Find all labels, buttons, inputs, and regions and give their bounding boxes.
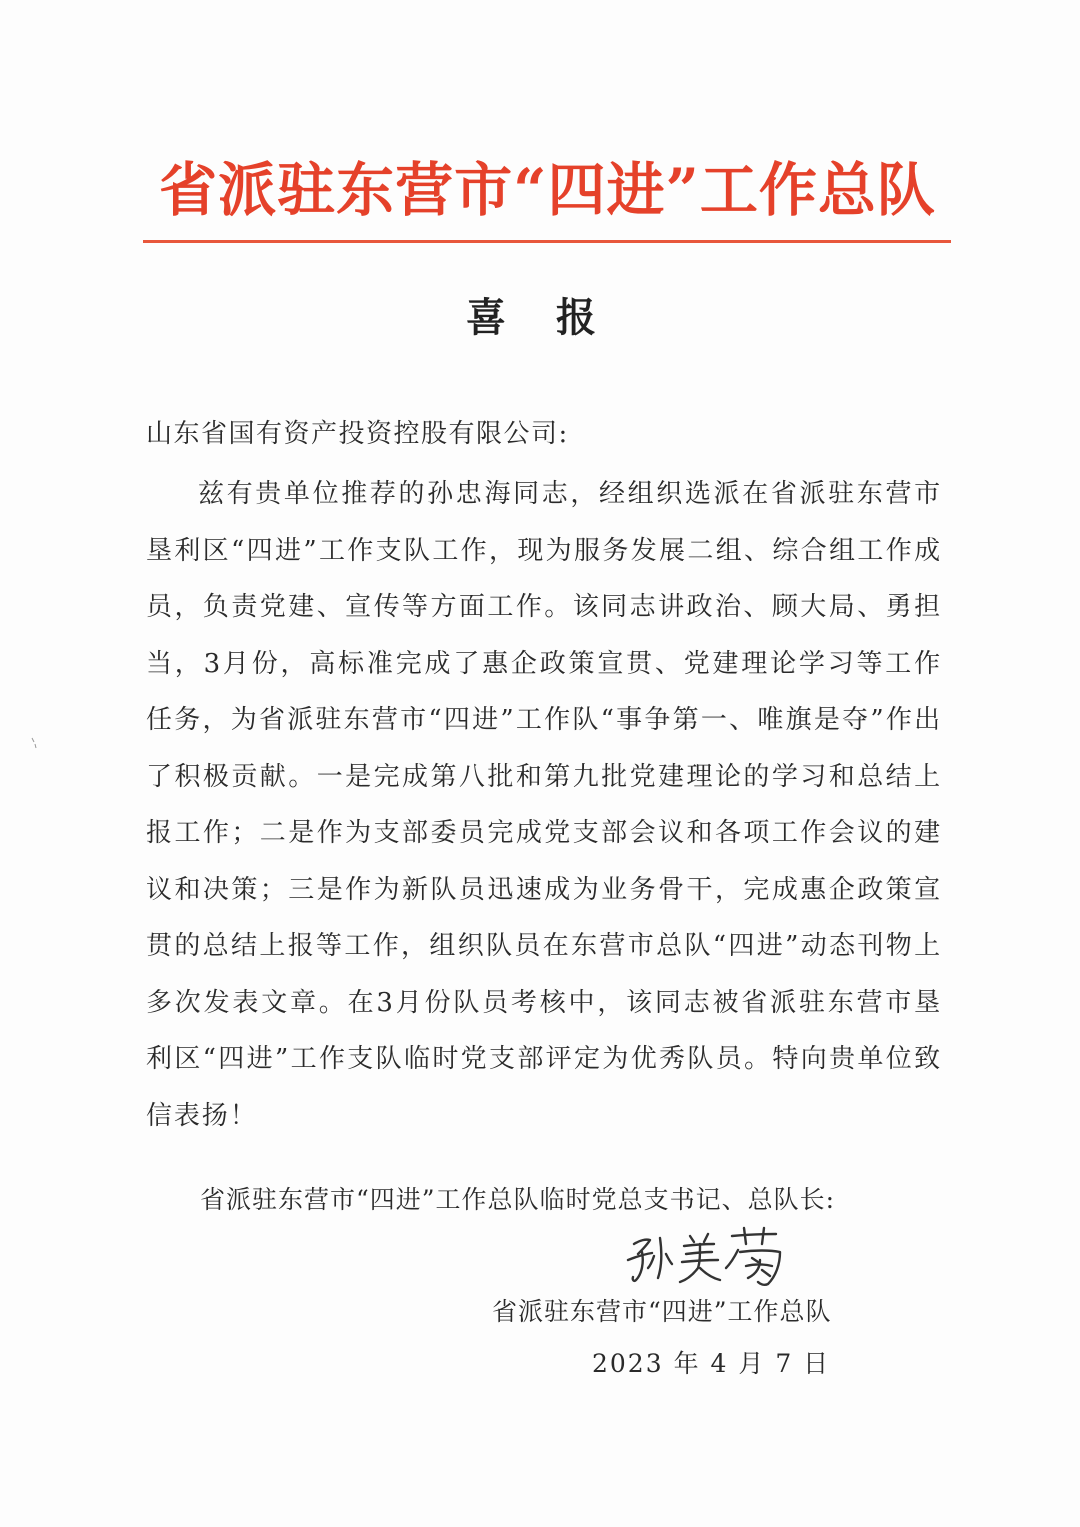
letterhead-red-rule	[143, 240, 951, 243]
scan-speck	[30, 736, 38, 750]
handwritten-signature	[620, 1222, 790, 1292]
signer-title: 省派驻东营市“四进”工作总队临时党总支书记、总队长:	[200, 1185, 835, 1214]
issue-date: 2023 年 4 月 7 日	[592, 1349, 831, 1378]
document-title: 喜 报	[466, 294, 614, 341]
issuing-organization: 省派驻东营市“四进”工作总队	[492, 1297, 832, 1326]
letterhead-org-name: 省派驻东营市“四进”工作总队	[159, 156, 936, 224]
salutation: 山东省国有资产投资控股有限公司:	[146, 419, 569, 449]
body-paragraph: 兹有贵单位推荐的孙忠海同志，经组织选派在省派驻东营市垦利区“四进”工作支队工作，现为服务发展二组、综合组工作成员，负责党建、宣传等方面工作。该同志讲政治、顾大局、勇担当，3月份，高标准完成了惠企政策宣贯、党建理论学习等工作任务，为省派驻东营市“四进”工作队“事争第一、唯旗是夺”作出了积极贡献。一是完成第八批和第九批党建理论的学习和总结上报工作；二是作为支部委员完成党支部会议和各项工作会议的建议和决策；三是作为新队员迅速成为业务骨干，完成惠企政策宣贯的总结上报等工作，组织队员在东营市总队“四进”动态刊物上多次发表文章。在3月份队员考核中，该同志被省派驻东营市垦利区“四进”工作支队临时党支部评定为优秀队员。特向贵单位致信表扬！	[146, 479, 942, 1131]
